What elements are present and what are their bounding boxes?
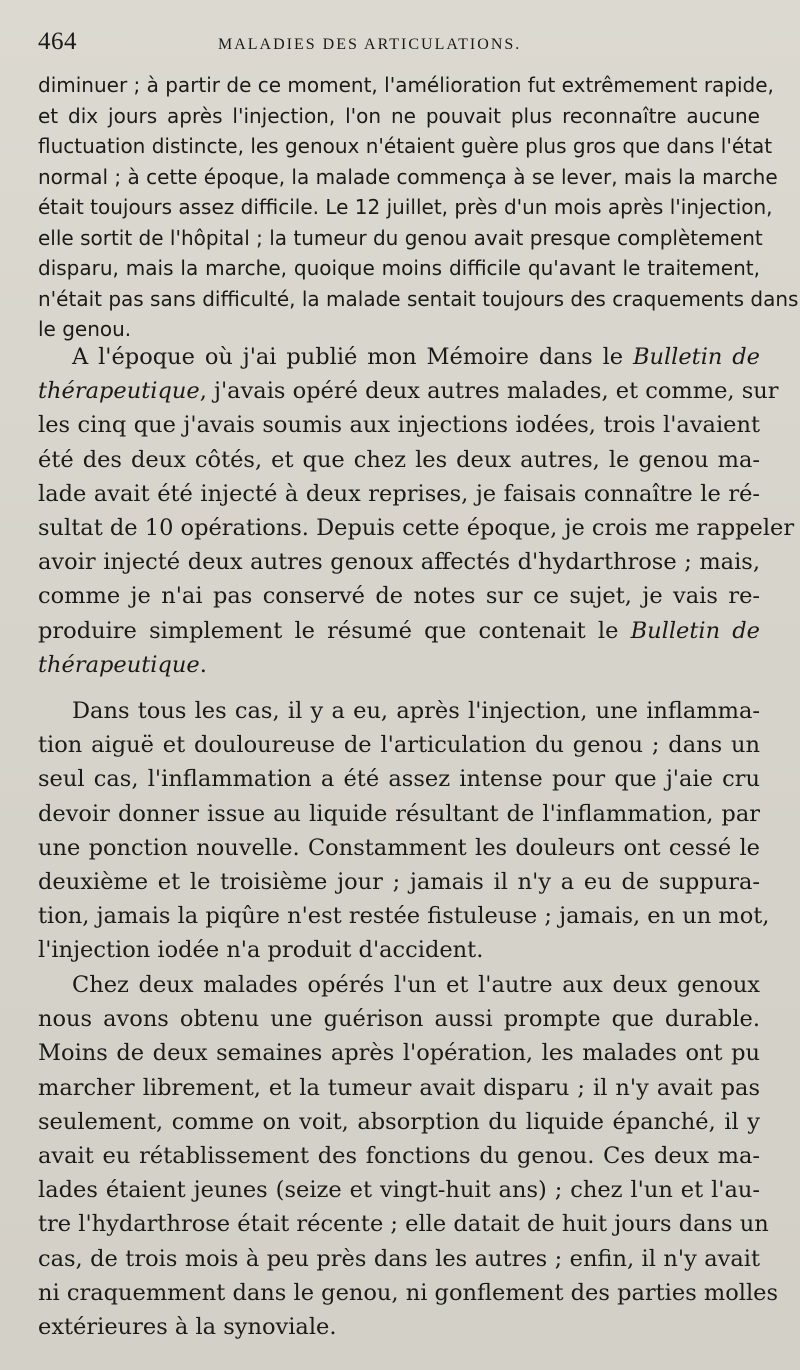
text-line: Moins de deux semaines après l'opération, les malades ont pu [38, 1040, 760, 1067]
text-line [38, 374, 779, 408]
journal-title: thérapeutique [38, 378, 200, 405]
text-line: fluctuation distincte, les genoux n'étaient guère plus gros que dans l'état [38, 134, 773, 158]
text-line: ni craquemment dans le genou, ni gonflement des parties molles [38, 1279, 779, 1306]
text-line [38, 614, 760, 648]
text-line: était toujours assez difficile. Le 12 juillet, près d'un mois après l'injection, [38, 195, 773, 219]
text-segment: . [199, 651, 207, 678]
text-line [38, 648, 760, 682]
text-line: été des deux côtés, et que chez les deux autres, le genou ma- [38, 446, 760, 473]
text-line: avait eu rétablissement des fonctions du genou. Ces deux ma- [38, 1143, 760, 1170]
text-line: marcher librement, et la tumeur avait disparu ; il n'y avait pas [38, 1074, 760, 1101]
page-number: 464 [38, 28, 77, 55]
text-line: Dans tous les cas, il y a eu, après l'injection, une inflamma- [72, 698, 760, 724]
text-line: tion, jamais la piqûre n'est restée fistuleuse ; jamais, en un mot, [38, 903, 770, 930]
text-line: cas, de trois mois à peu près dans les autres ; enfin, il n'y avait [38, 1245, 760, 1272]
text-line: normal ; à cette époque, la malade commença à se lever, mais la marche [38, 164, 778, 189]
text-line: lades étaient jeunes (seize et vingt-huit ans) ; chez l'un et l'au- [38, 1177, 760, 1204]
text-line: et dix jours après l'injection, l'on ne pouvait plus reconnaître aucune [38, 103, 760, 128]
text-line: lade avait été injecté à deux reprises, je faisais connaître le ré- [38, 480, 760, 507]
text-line: les cinq que j'avais soumis aux injections iodées, trois l'avaient [38, 412, 760, 439]
text-line: elle sortit de l'hôpital ; la tumeur du genou avait presque complètement [38, 225, 763, 250]
text-line: l'injection iodée n'a produit d'accident. [38, 937, 484, 964]
text-segment: , j'avais opéré deux autres malades, et comme, sur [199, 378, 779, 405]
text-line: n'était pas sans difficulté, la malade sentait toujours des craquements dans [38, 286, 799, 311]
text-line: seulement, comme on voit, absorption du liquide épanché, il y [38, 1108, 760, 1135]
journal-title: Bulletin de [632, 344, 760, 370]
text-segment: A l'époque où j'ai publié mon Mémoire dans le [72, 344, 633, 370]
journal-title: Bulletin de [630, 617, 760, 644]
paragraph-two-patients [38, 968, 779, 1344]
text-line: tion aiguë et douloureuse de l'articulation du genou ; dans un [38, 732, 760, 759]
continuation-paragraph [38, 70, 799, 345]
text-line: tre l'hydarthrose était récente ; elle datait de huit jours dans un [38, 1211, 769, 1238]
text-line: nous avons obtenu une guérison aussi prompte que durable. [38, 1006, 760, 1033]
text-line: une ponction nouvelle. Constamment les douleurs ont cessé le [38, 834, 760, 861]
paragraph-all-cases [38, 694, 770, 968]
text-line: comme je n'ai pas conservé de notes sur ce sujet, je vais re- [38, 583, 760, 610]
text-line: disparu, mais la marche, quoique moins difficile qu'avant le traitement, [38, 256, 760, 280]
text-line: le genou. [38, 317, 132, 341]
text-line: avoir injecté deux autres genoux affectés d'hydarthrose ; mais, [38, 549, 760, 576]
text-line: Chez deux malades opérés l'un et l'autre aux deux genoux [72, 972, 760, 998]
text-line: extérieures à la synoviale. [38, 1314, 337, 1341]
journal-title: thérapeutique [38, 651, 200, 678]
running-head: MALADIES DES ARTICULATIONS. [218, 36, 522, 53]
text-line: devoir donner issue au liquide résultant de l'inflammation, par [38, 800, 760, 827]
text-segment: produire simplement le résumé que contenait le [38, 617, 631, 644]
text-line: diminuer ; à partir de ce moment, l'amélioration fut extrêmement rapide, [38, 73, 774, 97]
text-line: seul cas, l'inflammation a été assez intense pour que j'aie cru [38, 766, 760, 793]
page-header [38, 28, 778, 64]
text-line: sultat de 10 opérations. Depuis cette époque, je crois me rappeler [38, 515, 795, 542]
paragraph-bulletin [38, 340, 795, 682]
text-line [38, 340, 760, 374]
text-line: deuxième et le troisième jour ; jamais il n'y a eu de suppura- [38, 869, 760, 896]
